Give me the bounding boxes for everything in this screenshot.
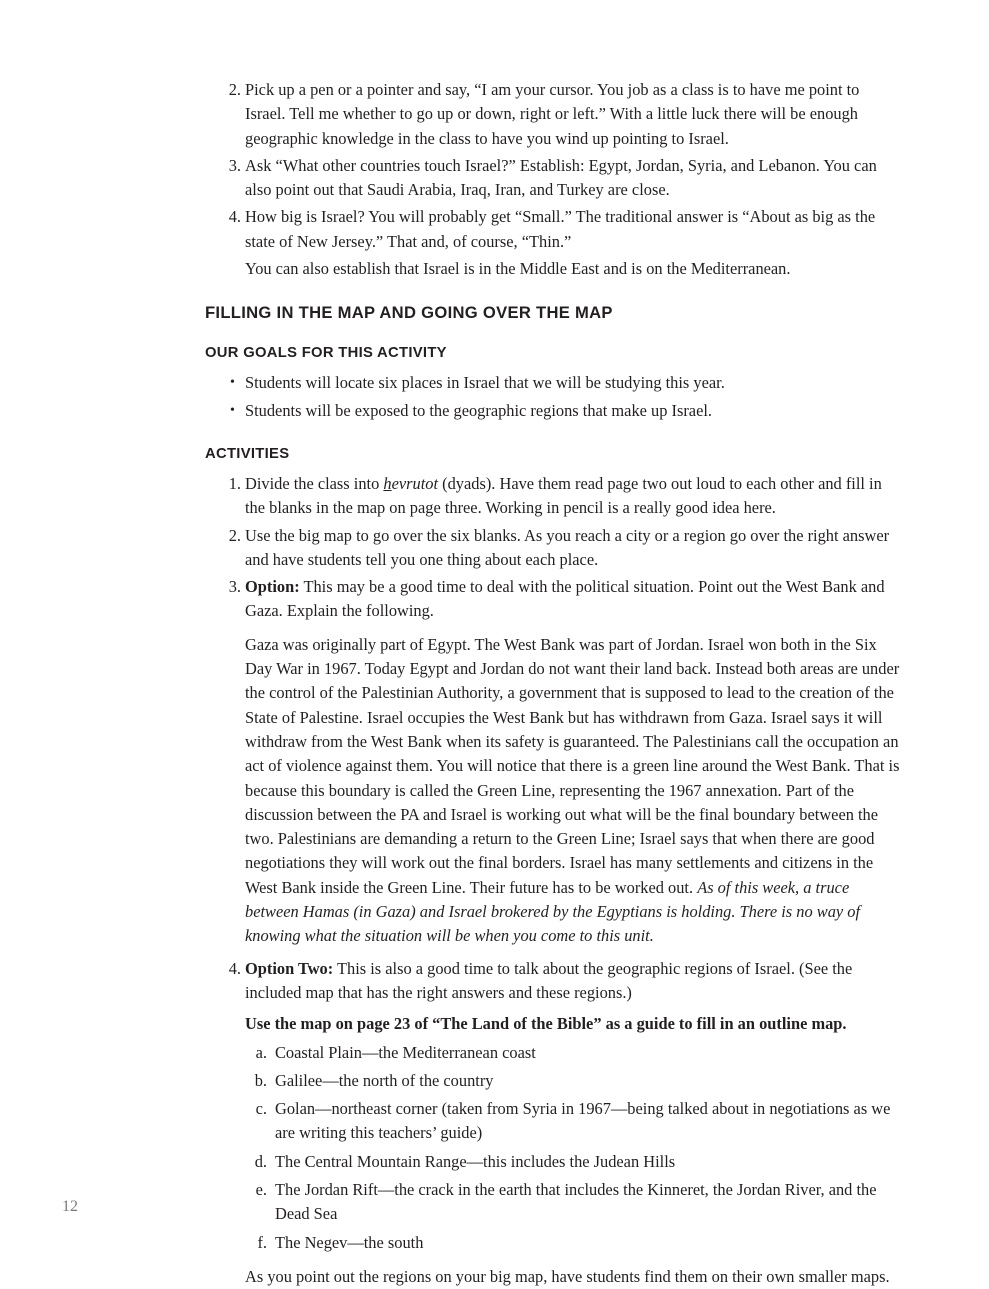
list-item-text xyxy=(245,959,852,1002)
list-item-text: The Negev—the south xyxy=(275,1232,424,1252)
list-item-text: Golan—northeast corner (taken from Syria in 1967—being talked about in negotiations as we are writing this teachers’ guide) xyxy=(275,1099,891,1143)
list-item-text: The Central Mountain Range—this includes the Judean Hills xyxy=(275,1151,676,1171)
text-after-term: (dyads). Have them read page two out loud to each other and fill in the blanks in the map on page three. Working in pencil is a really good idea here. xyxy=(245,473,882,518)
option-body: This may be a good time to deal with the political situation. Point out the West Bank and Gaza. Explain the following. xyxy=(245,577,885,621)
page-number: 12 xyxy=(62,1198,78,1215)
list-marker: c. xyxy=(255,1099,267,1119)
list-item xyxy=(205,371,902,395)
list-marker: b. xyxy=(254,1070,267,1090)
list-marker: 1. xyxy=(228,473,241,493)
list-item xyxy=(205,957,902,1006)
list-item xyxy=(205,1041,902,1065)
list-item-text: Ask “What other countries touch Israel?” Establish: Egypt, Jordan, Syria, and Lebanon. You can also point out that Saudi Arabia, Iraq, Iran, and Turkey are close. xyxy=(245,155,877,200)
list-marker: 4. xyxy=(228,958,241,978)
transliterated-term xyxy=(383,474,438,493)
paragraph-italic-part: As of this week, a truce between Hamas (in Gaza) and Israel brokered by the Egyptians is holding. There is no way of knowing what the situation will be when you come to this unit. xyxy=(245,877,861,946)
list-item-text: The Jordan Rift—the crack in the earth that includes the Kinneret, the Jordan River, and the Dead Sea xyxy=(275,1179,877,1224)
bullet-icon: • xyxy=(230,402,235,418)
list-item-text: Coastal Plain—the Mediterranean coast xyxy=(275,1042,536,1062)
activities-numbered-list xyxy=(205,472,902,624)
list-marker: 3. xyxy=(228,577,241,597)
list-item xyxy=(205,1178,902,1227)
paragraph-roman-part: Gaza was originally part of Egypt. The West Bank was part of Jordan. Israel won both in the Six Day War in 1967. Today Egypt and Jordan do not want their land back. Instead both areas are under the control of the Palestinian Authority, a government that is supposed to lead to the creation of the State of Palestine. Israel occupies the West Bank but has withdrawn from Gaza. Israel says it will withdraw from the West Bank when its safety is guaranteed. The Palestinians call the occupation an act of violence against them. You will notice that there is a green line around the West Bank. That is because this boundary is called the Green Line, representing the 1967 annexation. Part of the discussion between the PA and Israel is working out what will be the final boundary between the two. Palestinians are demanding a return to the Green Line; Israel says that when there are good negotiations they will work out the final borders. Israel has many settlements and citizens in the West Bank inside the Green Line. Their future has to be worked out. xyxy=(245,634,900,897)
list-item-text xyxy=(245,474,882,517)
list-item-text: How big is Israel? You will probably get “Small.” The traditional answer is “About as big as the state of New Jersey.” That and, of course, “Thin.” xyxy=(245,207,876,251)
political-situation-paragraph xyxy=(205,633,902,949)
list-item-text: Use the big map to go over the six blanks. As you reach a city or a region go over the right answer and have students tell you one thing about each place. xyxy=(245,525,890,569)
underlined-letter: h xyxy=(383,473,392,493)
list-marker: a. xyxy=(255,1042,267,1062)
list-item xyxy=(205,1069,902,1093)
map-instruction-bold xyxy=(205,1012,902,1036)
list-item-text: Pick up a pen or a pointer and say, “I am your cursor. You job as a class is to have me point to Israel. Tell me whether to go up or down, right or left.” With a little luck there will be enough geographic knowledge in the class to have you wind up pointing to Israel. xyxy=(245,80,860,148)
list-item xyxy=(205,1097,902,1146)
section-heading-filling-in-the-map: FILLING IN THE MAP AND GOING OVER THE MAP xyxy=(205,303,613,323)
list-item-text: Students will be exposed to the geographic regions that make up Israel. xyxy=(245,400,713,420)
subheading-our-goals: OUR GOALS FOR THIS ACTIVITY xyxy=(205,345,447,362)
list-marker: d. xyxy=(254,1151,267,1171)
regions-closing-paragraph: As you point out the regions on your big map, have students find them on their own smaller maps. xyxy=(245,1266,890,1286)
list-item xyxy=(205,78,902,151)
list-item xyxy=(205,1231,902,1255)
goals-bullet-list xyxy=(205,371,902,423)
option-label: Option: xyxy=(245,577,300,597)
list-marker: 4. xyxy=(228,207,241,227)
list-item xyxy=(205,524,902,573)
list-item-text: Students will locate six places in Israel that we will be studying this year. xyxy=(245,373,725,393)
list-marker: f. xyxy=(257,1232,267,1252)
activities-numbered-list-continued xyxy=(205,957,902,1006)
list-marker: 2. xyxy=(228,80,241,99)
page-content xyxy=(205,78,902,1289)
list-item-text: Galilee—the north of the country xyxy=(275,1070,494,1090)
list-item-text xyxy=(245,577,885,620)
list-item xyxy=(205,472,902,521)
map-instruction-text: Use the map on page 23 of “The Land of the Bible” as a guide to fill in an outline map. xyxy=(245,1014,847,1034)
option-two-label: Option Two: xyxy=(245,958,334,978)
list-item xyxy=(205,154,902,203)
intro-numbered-list xyxy=(205,78,902,254)
list-item xyxy=(205,205,902,254)
list-marker: 3. xyxy=(228,155,241,175)
option-two-body: This is also a good time to talk about the geographic regions of Israel. (See the included map that has the right answers and these regions.) xyxy=(245,958,853,1002)
bullet-icon: • xyxy=(230,375,235,391)
list-item xyxy=(205,1150,902,1174)
list-marker: e. xyxy=(255,1179,267,1199)
list-marker: 2. xyxy=(228,525,241,545)
subheading-activities: ACTIVITIES xyxy=(205,445,290,462)
list-item xyxy=(205,399,902,423)
intro-closing-note: You can also establish that Israel is in the Middle East and is on the Mediterranean. xyxy=(245,259,791,279)
text-before-term: Divide the class into xyxy=(245,473,384,493)
term-rest: evrutot xyxy=(391,473,439,493)
list-item xyxy=(205,575,902,624)
regions-lettered-list xyxy=(205,1041,902,1255)
